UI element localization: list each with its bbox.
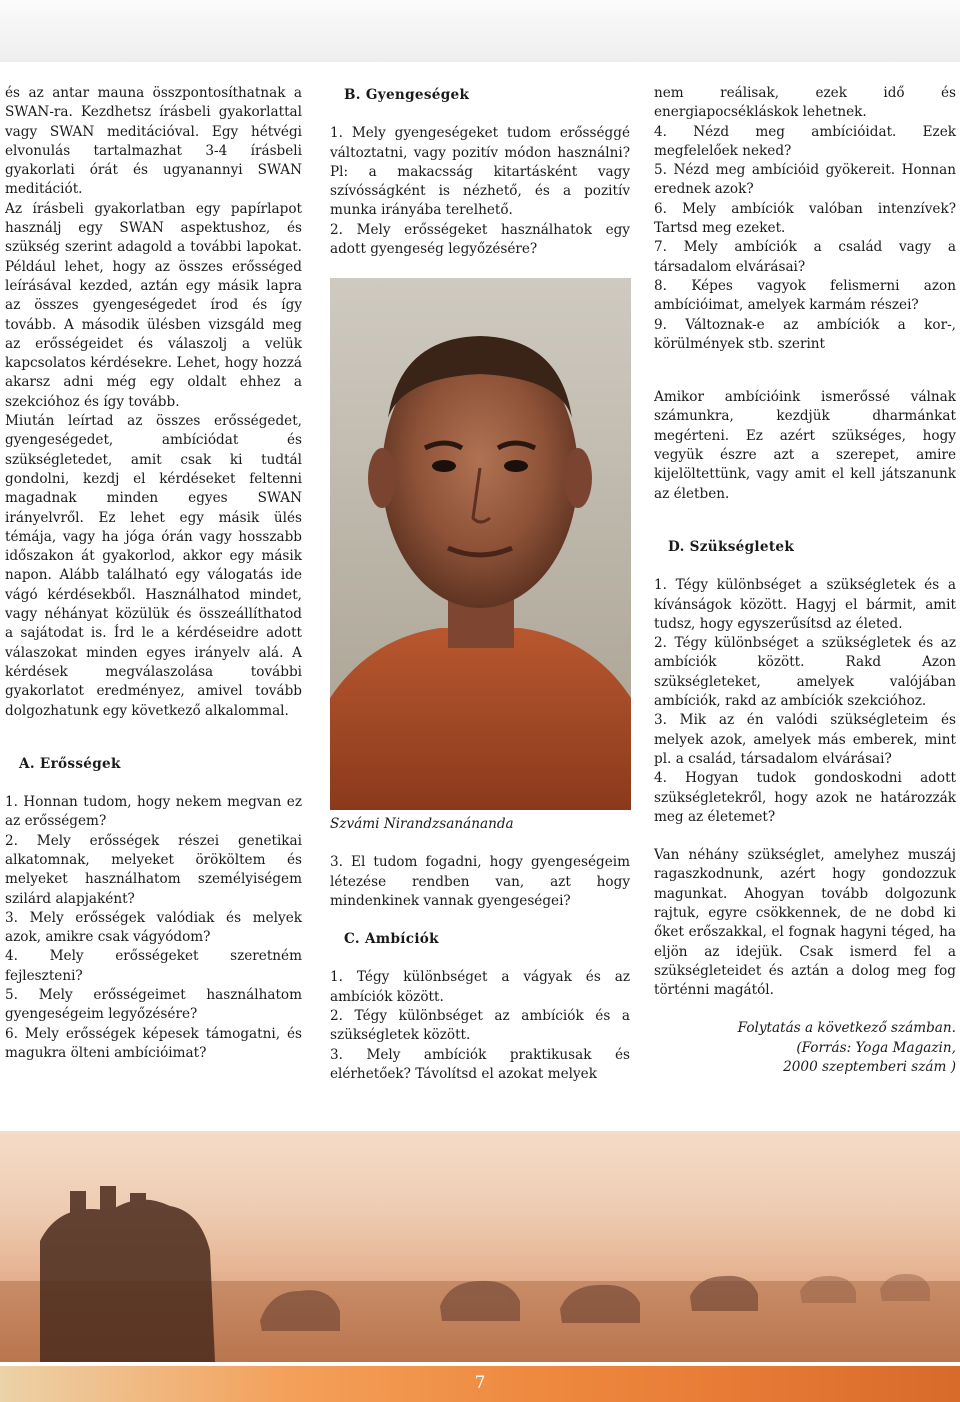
column-2 [330, 86, 630, 259]
paragraph-written-practice: Az írásbeli gyakorlatban egy papírlapot használj egy SWAN aspektushoz, és szükség szerint adagold a további lapokat. Például lehet, hogy az összes erősséged leírásával kezded, aztán egy másik lapra az összes gyengeségedet írod és így tovább. A második ülésben vizsgáld meg az erősségeidet és válaszolj a velük kapcsolatos kérdésekre. Lehet, hogy hozzá akarsz adni még egy oldalt ehhez a szekcióhoz és így tovább. [5, 200, 302, 410]
source-note-line1: (Forrás: Yoga Magazin, [796, 1039, 956, 1056]
strength-question-2: 2. Mely erősségek részei genetikai alkatomnak, melyeket örököltem és melyeket használhatom személyiségem szilárd alapjaként? [5, 832, 302, 907]
strength-question-4: 4. Mely erősségeket szeretném fejleszteni? [5, 948, 302, 984]
column-3 [654, 84, 956, 1077]
photo-caption: Szvámi Nirandzsanánanda [330, 816, 514, 832]
ambition-item-6: 6. Mely ambíciók valóban intenzívek? Tartsd meg ezeket. [654, 200, 956, 237]
column-1 [5, 84, 302, 1063]
column-2-lower [330, 815, 630, 1084]
portrait-photo [330, 278, 631, 810]
top-header-band [0, 0, 960, 62]
paragraph-dharma: Amikor ambícióink ismerőssé válnak számunkra, kezdjük dharmánkat megérteni. Ez azért szükséges, hogy vegyük észre azt a szerepet, amire kijelöltettünk, vagy amit el kell játszanunk az életben. [654, 389, 956, 502]
heading-needs: D. Szükségletek [668, 538, 795, 555]
ambition-item-7: 7. Mely ambíciók a család vagy a társadalom elvárásai? [654, 239, 956, 275]
strength-question-5: 5. Mely erősségeimet használhatom gyengeségeim legyőzésére? [5, 987, 302, 1023]
heading-ambitions: C. Ambíciók [344, 931, 439, 948]
strength-question-6: 6. Mely erősségek képesek támogatni, és magukra ölteni ambícióimat? [5, 1025, 302, 1061]
heading-weaknesses: B. Gyengeségek [344, 87, 470, 103]
page-footer-bar [0, 1366, 960, 1402]
paragraph-attachment: Van néhány szükséglet, amelyhez muszáj ragaszkodnunk, azért hogy gondozzuk magunkat. Ahogyan tovább dolgozunk rajtuk, egyre csökkennek, de ne dobd ki őket erőszakkal, el fognak hagyni téged, ha eljön az idejük. Csak ismerd fel a szükségleteidet és aztán a dolog meg fog történni magától. [654, 847, 956, 999]
ambition-item-2: 2. Tégy különbséget az ambíciók és a szükségletek között. [330, 1008, 630, 1044]
need-item-1: 1. Tégy különbséget a szükségletek és a kívánságok között. Hagyj el bármit, amit tudsz, hogy egyszerűsítsd az életed. [654, 577, 956, 632]
weakness-question-1: 1. Mely gyengeségeket tudom erősséggé változtatni, vagy pozitív módon használni? Pl: a makacsság kitartásként vagy szívósságként is nézhető, és a pozitív munka irányába terelhető. [330, 125, 630, 219]
page-number: 7 [474, 1373, 486, 1393]
ambition-item-5: 5. Nézd meg ambícióid gyökereit. Honnan erednek azok? [654, 162, 956, 198]
heading-strengths: A. Erősségek [19, 755, 121, 772]
paragraph-intro: és az antar mauna összpontosíthatnak a SWAN-ra. Kezdhetsz írásbeli gyakorlattal vagy SWAN meditációval. Egy hétvégi elvonulás tartalmazhat 3-4 írásbeli gyakorlati órát és ugyanannyi SWAN meditációt. [5, 85, 302, 198]
weakness-question-3: 3. El tudom fogadni, hogy gyengeségeim létezése rendben van, azt hogy mindenkinek vannak gyengeségei? [330, 854, 630, 909]
elephant-landscape-photo [0, 1131, 960, 1362]
ambition-item-3: 3. Mely ambíciók praktikusak és elérhetőek? Távolítsd el azokat melyek [330, 1046, 630, 1082]
continued-note: Folytatás a következő számban. [737, 1020, 956, 1037]
need-item-3: 3. Mik az én valódi szükségleteim és melyek azok, amelyek más emberek, mint pl. a család, társadalom elvárásai? [654, 712, 956, 767]
need-item-4: 4. Hogyan tudok gondoskodni adott szükségletekről, hogy azok ne határozzák meg az életemet? [654, 770, 956, 825]
paragraph-questions: Miután leírtad az összes erősségedet, gyengeségedet, ambíciódat és szükségletedet, amit csak ki tudtál gondolni, kezdj el kérdéseket feltenni magadnak minden egyes SWAN irányelvről. Ez lehet egy másik ülés témája, vagy ha jóga órán vagy hosszabb időszakon át gyakorlod, akkor egy másik napon. Alább található egy válogatás ide vágó kérdésekből. Használhatod mindet, vagy néhányat közülük és összeállíthatod a sajátodat is. Írd le a kérdéseidre adott válaszokat minden egyes irányelv alá. A kérdések megválaszolása további gyakorlatot eredményez, amivel tovább dolgozhatunk egy következő alkalommal. [5, 413, 302, 719]
weakness-question-2: 2. Mely erősségeket használhatok egy adott gyengeség legyőzésére? [330, 221, 630, 258]
need-item-2: 2. Tégy különbséget a szükségletek és az ambíciók között. Rakd Azon szükségleteket, amelyek valójában ambíciók, rakd az ambíciók szekcióhoz. [654, 635, 956, 710]
ambition-item-8: 8. Képes vagyok felismerni azon ambícióimat, amelyek karmám részei? [654, 277, 956, 314]
ambition-item-4: 4. Nézd meg ambícióidat. Ezek megfelelőek neked? [654, 123, 956, 159]
ambition-cont: nem reálisak, ezek idő és energiapocsékláskok lehetnek. [654, 85, 956, 121]
source-note-line2: 2000 szeptemberi szám ) [783, 1059, 956, 1076]
strength-question-3: 3. Mely erősségek valódiak és melyek azok, amikre csak vágyódom? [5, 909, 302, 946]
ambition-item-9: 9. Változnak-e az ambíciók a kor-, körülmények stb. szerint [654, 316, 956, 352]
ambition-item-1: 1. Tégy különbséget a vágyak és az ambíciók között. [330, 969, 630, 1005]
strength-question-1: 1. Honnan tudom, hogy nekem megvan ez az erősségem? [5, 794, 302, 830]
